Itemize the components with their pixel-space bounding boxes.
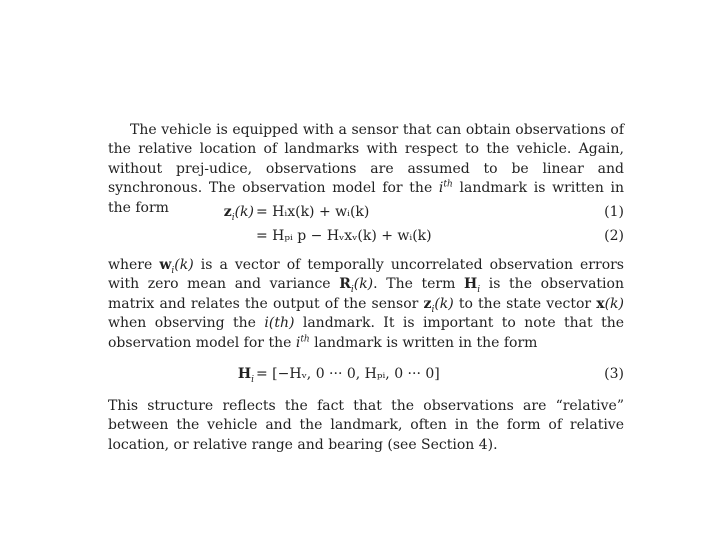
- equation-lhs: $z_i(k)$: [223, 204, 254, 223]
- equation-rhs: = Hₚᵢ p − Hᵥxᵥ(k) + wᵢ(k): [256, 228, 432, 244]
- equation-rhs: = Hᵢx(k) + wᵢ(k): [256, 204, 370, 220]
- equation-lhs: $H_i$: [237, 366, 254, 385]
- equation-1: [0, 204, 720, 226]
- equation-number: (3): [604, 366, 624, 382]
- equation-2: [0, 228, 720, 250]
- paragraph-text: The vehicle is equipped with a sensor that can obtain observations of the relative location of landmarks with respect to the vehicle. Again, without prej-udice, observations are assumed to be linear and synchronous. The observation model for the: [108, 122, 624, 197]
- equation-number: (1): [604, 204, 624, 220]
- equation-rhs: = [−Hᵥ, 0 ··· 0, Hₚᵢ, 0 ··· 0]: [256, 366, 440, 382]
- paragraph-text: landmark is written in the form: [108, 180, 625, 216]
- equation-3: [0, 366, 720, 388]
- equation-number: (2): [604, 228, 624, 244]
- math-superscript: th: [443, 179, 453, 190]
- paragraph-observation-terms: where $w_i(k)$ is a vector of temporally uncorrelated observation errors with zero mean and variance $R_i(k)$. The term $H_i$ is the observation matrix and relates the output of the sensor $z_i(k)$ to the state vector x(k) when observing the i(th) landmark. It is important to note that the observation model for the $i^{th}$ landmark is written in the form: [108, 257, 624, 351]
- paragraph-relative-structure: This structure reflects the fact that the observations are “relative” between the vehicle and the landmark, often in the form of relative location, or relative range and bearing (see Section 4).: [108, 398, 624, 453]
- math-index: i: [438, 180, 444, 197]
